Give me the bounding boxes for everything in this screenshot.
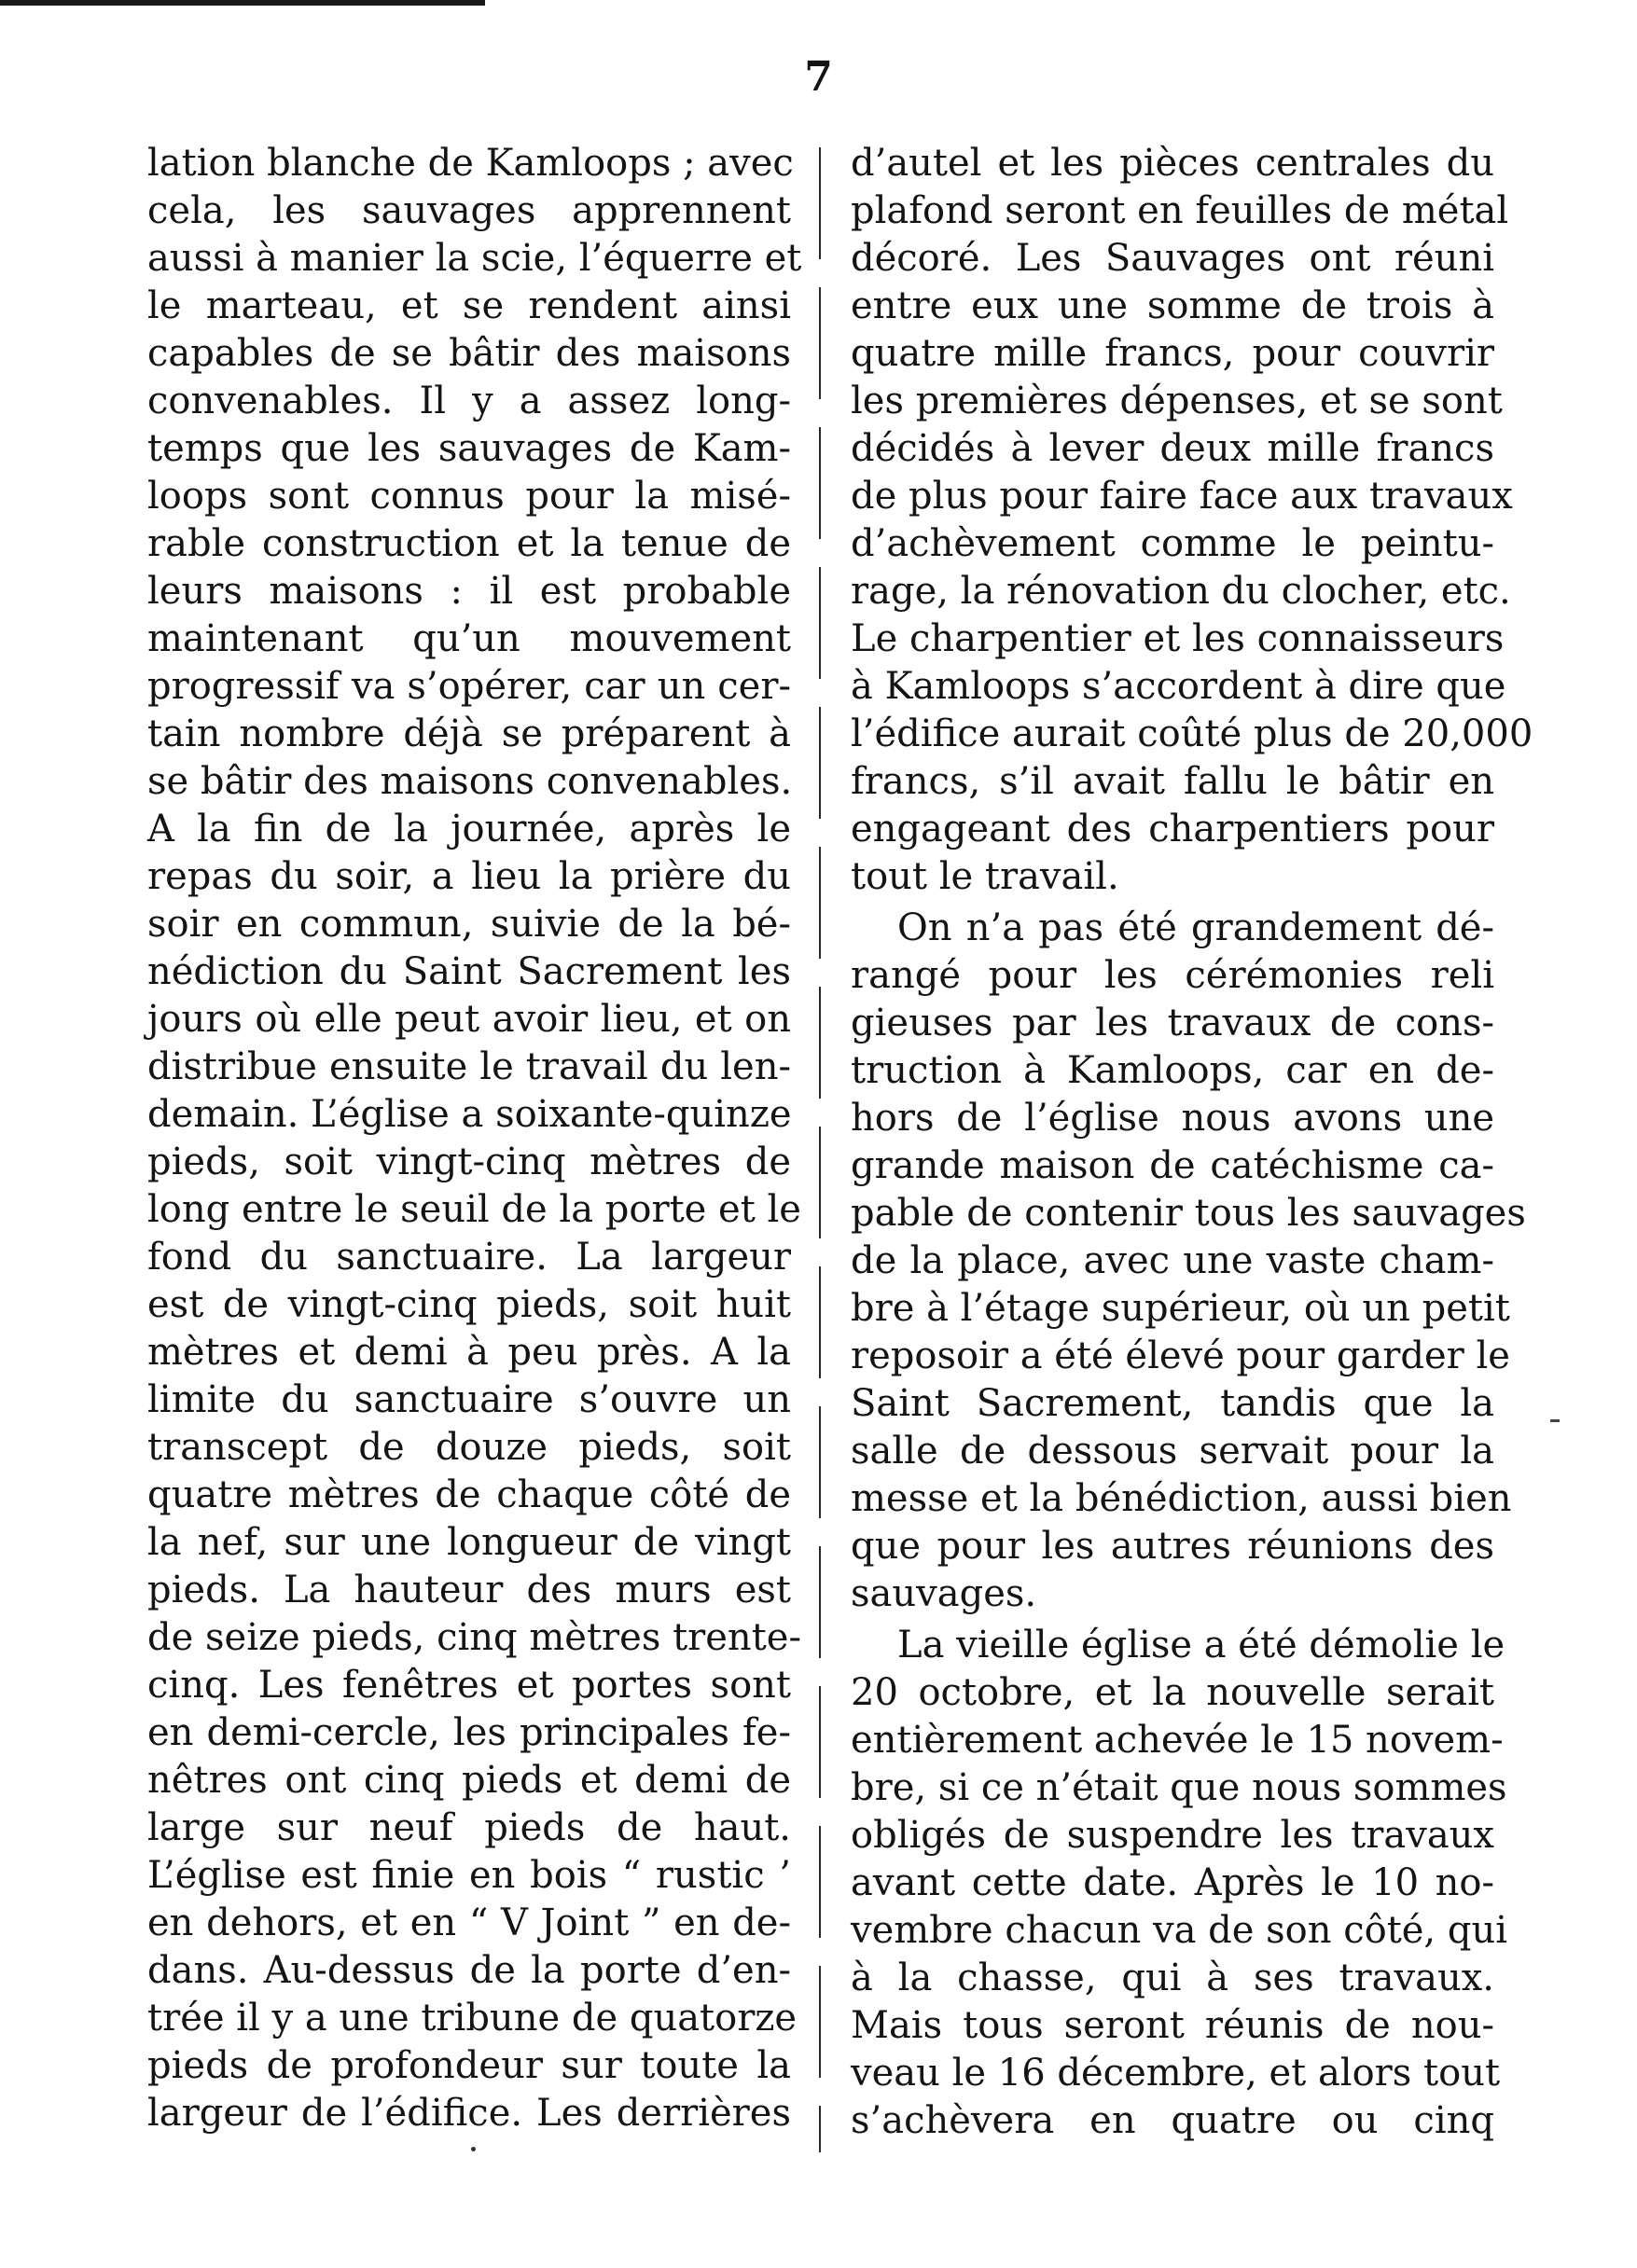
text-line: pieds de profondeur sur toute la [147, 2044, 791, 2087]
text-line: bre à l’étage supérieur, où un petit [851, 1287, 1510, 1330]
top-rule [0, 0, 485, 6]
text-line: La vieille église a été démolie le [897, 1624, 1505, 1666]
text-line: veau le 16 décembre, et alors tout [851, 2052, 1501, 2095]
text-line: dans. Au-dessus de la porte d’en- [147, 1949, 791, 1992]
text-line: entièrement achevée le 15 novem- [851, 1719, 1504, 1762]
text-line: messe et la bénédiction, aussi bien [851, 1477, 1512, 1520]
text-line: cela, les sauvages apprennent [147, 189, 791, 232]
text-line: maintenant qu’un mouvement [147, 617, 791, 660]
text-line: tout le travail. [851, 855, 1119, 898]
text-line: bre, si ce n’était que nous sommes [851, 1766, 1507, 1809]
text-line: leurs maisons : il est probable [147, 570, 791, 613]
text-line: la nef, sur une longueur de vingt [147, 1521, 791, 1564]
text-line: sauvages. [851, 1572, 1037, 1615]
text-line: long entre le seuil de la porte et le [147, 1188, 801, 1231]
text-line: d’achèvement comme le peintu- [851, 522, 1494, 565]
text-line: nédiction du Saint Sacrement les [147, 950, 791, 993]
text-line: demain. L’église a soixante-quinze [147, 1093, 792, 1136]
text-line: de seize pieds, cinq mètres trente- [147, 1616, 801, 1659]
text-line: lation blanche de Kamloops ; avec [147, 142, 794, 185]
text-line: en demi-cercle, les principales fe- [147, 1711, 791, 1754]
text-line: quatre mètres de chaque côté de [147, 1473, 791, 1516]
text-line: temps que les sauvages de Kam- [147, 427, 791, 470]
text-line: se bâtir des maisons convenables. [147, 760, 793, 803]
text-line: le marteau, et se rendent ainsi [147, 284, 791, 327]
text-line: trée il y a une tribune de quatorze [147, 1997, 798, 2040]
text-line: Le charpentier et les connaisseurs [851, 617, 1505, 660]
text-line: avant cette date. Après le 10 no- [851, 1861, 1494, 1904]
text-line: aussi à manier la scie, l’équerre et [147, 237, 802, 280]
text-line: fond du sanctuaire. La largeur [147, 1236, 791, 1279]
text-line: vembre chacun va de son côté, qui [851, 1909, 1508, 1952]
ink-speck [1550, 1419, 1560, 1422]
text-line: tain nombre déjà se préparent à [147, 712, 791, 755]
text-line: à Kamloops s’accordent à dire que [851, 665, 1506, 708]
text-line: gieuses par les travaux de cons- [851, 1002, 1494, 1044]
text-line: que pour les autres réunions des [851, 1525, 1494, 1568]
text-line: A la fin de la journée, après le [147, 808, 791, 850]
text-line: entre eux une somme de trois à [851, 284, 1494, 327]
column-divider [819, 147, 821, 2152]
text-line: distribue ensuite le travail du len- [147, 1045, 791, 1088]
text-line: de plus pour faire face aux travaux [851, 475, 1513, 518]
text-line: est de vingt-cinq pieds, soit huit [147, 1283, 791, 1326]
text-line: engageant des charpentiers pour [851, 808, 1494, 850]
text-line: On n’a pas été grandement dé- [897, 906, 1494, 949]
text-line: rable construction et la tenue de [147, 522, 791, 565]
text-line: soir en commun, suivie de la bé- [147, 903, 791, 946]
text-line: rangé pour les cérémonies reli [851, 954, 1494, 997]
text-line: transcept de douze pieds, soit [147, 1426, 791, 1469]
text-line: progressif va s’opérer, car un cer- [147, 665, 791, 708]
text-line: largeur de l’édifice. Les derrières [147, 2092, 791, 2135]
text-line: pable de contenir tous les sauvages [851, 1192, 1526, 1235]
text-line: loops sont connus pour la misé- [147, 475, 791, 518]
text-line: mètres et demi à peu près. A la [147, 1331, 791, 1374]
text-line: décidés à lever deux mille francs [851, 427, 1494, 470]
text-line: truction à Kamloops, car en de- [851, 1049, 1494, 1092]
text-line: d’autel et les pièces centrales du [851, 142, 1494, 185]
text-line: capables de se bâtir des maisons [147, 332, 791, 375]
text-line: rage, la rénovation du clocher, etc. [851, 570, 1511, 613]
text-line: limite du sanctuaire s’ouvre un [147, 1378, 791, 1421]
text-line: pieds, soit vingt-cinq mètres de [147, 1141, 791, 1183]
text-line: obligés de suspendre les travaux [851, 1814, 1494, 1857]
text-line: grande maison de catéchisme ca- [851, 1144, 1494, 1187]
text-line: jours où elle peut avoir lieu, et on [147, 998, 791, 1041]
text-line: convenables. Il y a assez long- [147, 380, 791, 422]
text-line: repas du soir, a lieu la prière du [147, 855, 791, 898]
text-line: reposoir a été élevé pour garder le [851, 1335, 1510, 1377]
text-line: de la place, avec une vaste cham- [851, 1239, 1494, 1282]
right-column [851, 140, 1533, 2145]
text-line: pieds. La hauteur des murs est [147, 1569, 791, 1611]
text-line: en dehors, et en “ V Joint ” en de- [147, 1902, 791, 1944]
text-line: cinq. Les fenêtres et portes sont [147, 1664, 791, 1707]
text-line: large sur neuf pieds de haut. [147, 1806, 791, 1849]
text-line: L’église est finie en bois “ rustic ’ [147, 1854, 791, 1897]
left-column [147, 140, 802, 2137]
text-line: plafond seront en feuilles de métal [851, 189, 1509, 232]
text-line: Saint Sacrement, tandis que la [851, 1382, 1494, 1425]
text-line: 20 octobre, et la nouvelle serait [851, 1671, 1494, 1714]
text-line: hors de l’église nous avons une [851, 1097, 1494, 1140]
text-line: à la chasse, qui à ses travaux. [851, 1957, 1494, 1999]
text-line: salle de dessous servait pour la [851, 1430, 1494, 1473]
text-line: l’édifice aurait coûté plus de 20,000 [851, 712, 1533, 755]
text-line: Mais tous seront réunis de nou- [851, 2004, 1494, 2047]
ink-speck [471, 2147, 476, 2151]
text-line: s’achèvera en quatre ou cinq [851, 2099, 1494, 2142]
text-line: nêtres ont cinq pieds et demi de [147, 1759, 791, 1802]
page-number: 7 [804, 53, 833, 101]
text-line: décoré. Les Sauvages ont réuni [851, 237, 1494, 280]
text-line: les premières dépenses, et se sont [851, 380, 1503, 422]
text-line: quatre mille francs, pour couvrir [851, 332, 1494, 375]
text-line: francs, s’il avait fallu le bâtir en [851, 760, 1494, 803]
